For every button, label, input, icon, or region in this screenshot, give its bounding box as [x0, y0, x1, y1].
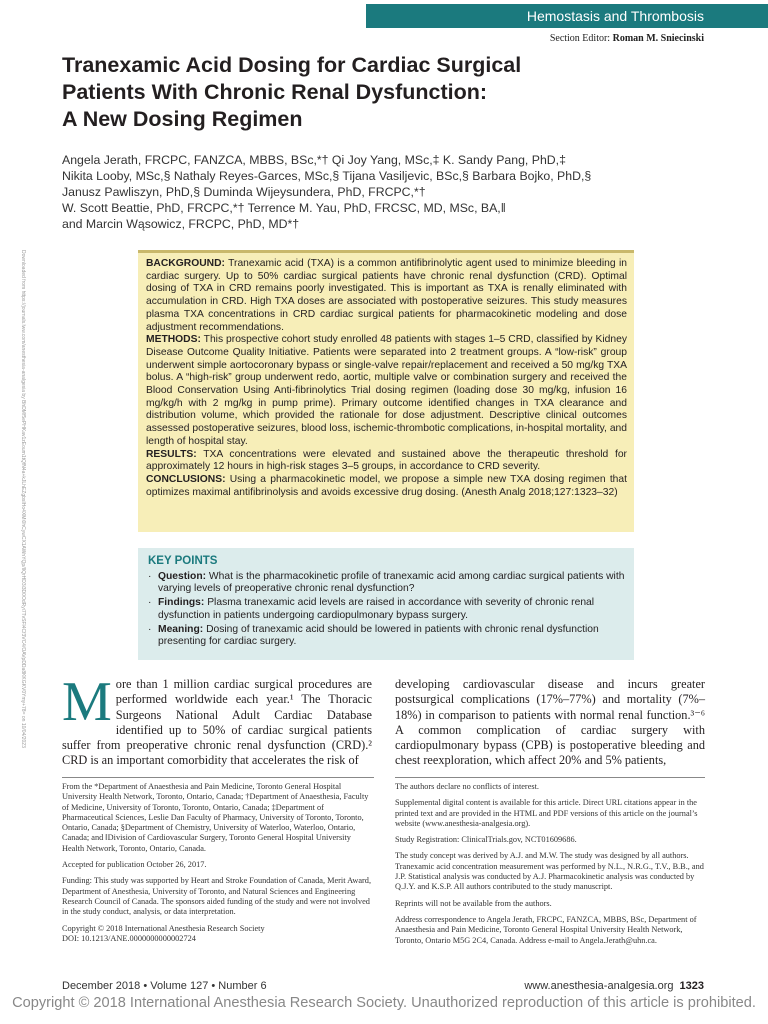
key-points-box — [138, 548, 634, 660]
title-line: Patients With Chronic Renal Dysfunction: — [62, 80, 488, 104]
doi-note: DOI: 10.1213/ANE.0000000000002724 — [62, 933, 196, 943]
key-point-item: · Meaning: Dosing of tranexamic acid should be lowered in patients with chronic renal dysfunction presenting for cardiac surgery. — [148, 623, 599, 648]
issue-info: December 2018 • Volume 127 • Number 6 — [62, 980, 267, 992]
abstract-conclusions-label: CONCLUSIONS: — [146, 473, 226, 485]
page-footer-right — [524, 980, 704, 992]
abstract-background-text: Tranexamic acid (TXA) is a common antifibrinolytic agent used to minimize bleeding in cardiac surgery. Up to 50% cardiac surgical patients have chronic renal dysfunction (CRD). Optimal dosing of TXA in CRD remains poorly investigated. This is important as TXA is renally eliminated with accumulation in CRD. High TXA doses are associated with postoperative seizures. This study measures plasma TXA concentrations in CRD cardiac surgical patients for pharmacokinetic modeling and dose adjustment recommendations. — [146, 258, 627, 333]
abstract-box — [138, 250, 634, 532]
conflicts-note: The authors declare no conflicts of interest. — [395, 782, 539, 791]
title-line: A New Dosing Regimen — [62, 107, 303, 131]
copyright-note: Copyright © 2018 International Anesthesia Research Society — [62, 923, 265, 933]
funding-note: Funding: This study was supported by Heart and Stroke Foundation of Canada, Merit Award, Department of Anesthesia, University of Toronto, and Natural Sciences and Engineering Research Council of Canada. The sponsors aided funding of the study and were not involved in the study conduct, analysis, or data interpretation. — [62, 876, 372, 917]
abstract-methods-text: This prospective cohort study enrolled 48 patients with stages 1–5 CRD, classified by Kidney Disease Outcome Quality Initiative. Patients were separated into 2 treatment groups. A “low-risk” group underwent simple aortocoronary bypass or single-valve repair/replacement and received a 50 mg/kg TXA bolus. A “high-risk” group underwent redo, aortic, multiple valve or combination surgery and received the Blood Conservation Using Anti-fibrinolytics Trial dosing regimen (loading dose 30 mg/kg, infusion 16 mg/kg/h with 2 mg/kg in pump prime). Primary outcome identified changes in TXA clearance and distribution volume, which provided the rationale for dose adjustment. Descriptive clinical outcomes assessed postoperative seizures, blood loss, ischemic-thrombotic complications, in-hospital mortality, and length of hospital stay. — [146, 334, 627, 447]
bullet-icon: · — [148, 570, 152, 582]
author-line: W. Scott Beattie, PhD, FRCPC,*† Terrence M. Yau, PhD, FRCSC, MD, MSc, BA,‖ — [62, 201, 506, 215]
bullet-icon: · — [148, 623, 152, 635]
section-banner — [366, 4, 768, 28]
accepted-note: Accepted for publication October 26, 2017. — [62, 860, 207, 870]
supplemental-note: Supplemental digital content is available for this article. Direct URL citations appear in the printed text and are provided in the HTML and PDF versions of this article on the journal’s website (www.anesthesia-analgesia.org). — [395, 798, 698, 828]
abstract-conclusions-text: Using a pharmacokinetic model, we propose a simple new TXA dosing regimen that optimizes maximal antifibrinolysis and avoids excessive drug dosing. (Anesth Analg 2018;127:1323–32) — [146, 473, 627, 498]
author-line: Nikita Looby, MSc,§ Nathaly Reyes-Garces, MSc,§ Tijana Vasiljevic, BSc,§ Barbara Bojko, PhD,§ — [62, 169, 592, 183]
section-editor-name: Roman M. Sniecinski — [612, 33, 704, 44]
contributions-note: The study concept was derived by A.J. and M.W. The study was designed by all authors. Tranexamic acid concentration measurement was performed by N.L., N.R.G., T.V., B.B., and J.P. Statistical analysis was conducted by A.J. Pharmacokinetic analysis was conducted by Q.J.Y. and K.S.P. All authors contributed to the study manuscript. — [395, 851, 704, 892]
bullet-icon: · — [148, 597, 152, 609]
page-number: 1323 — [679, 980, 704, 992]
affiliations-note: From the *Department of Anaesthesia and Pain Medicine, Toronto General Hospital University Health Network, Toronto, Ontario, Canada; †Department of Anaesthesia, Faculty of Medicine, University of Toronto, Toronto, Ontario, Canada; ‡Department of Pharmaceutical Sciences, Leslie Dan Faculty of Pharmacy, University of Toronto, Toronto, Ontario, Canada; §Department of Chemistry, University of Waterloo, Waterloo, Ontario, Canada; and ‖Division of Cardiovascular Surgery, Toronto General Hospital University Health Network, Toronto, Ontario, Canada. — [62, 782, 369, 853]
registration-note: Study Registration: ClinicalTrials.gov, NCT01609686. — [395, 835, 577, 845]
body-text-right: developing cardiovascular disease and incurs greater postsurgical complications (17%–77%) and mortality (7%–18%) in comparison to patients with normal renal function.³⁻⁶ A common complication of cardiac surgery with cardiopulmonary bypass (CPB) is postoperative bleeding and chest reexploration, which affect 20% and 5% patients, — [395, 677, 705, 768]
abstract-results-text: TXA concentrations were elevated and sustained above the therapeutic threshold for approximately 12 hours in high-risk stages 3–5 groups, in accordance to CRD severity. — [146, 448, 627, 473]
drop-cap: M — [62, 671, 112, 733]
download-sidebar: Downloaded from https://journals.lww.com/anesthesia-analgesia by BhDMf5ePHKav1zEoum1tQfN4a+kJLhEZgbsIHo4XMi0hCywCX1AWnYQp/IlQrHD3i3D0OdRyi7TvSFl4Cf3VC4/OAVpDDa8KKGKV0Ymy+78= on 10/04/2023 — [20, 250, 26, 748]
author-line: and Marcin Wąsowicz, FRCPC, PhD, MD*† — [62, 217, 300, 231]
key-points-title: KEY POINTS — [148, 555, 218, 567]
key-point-item: · Question: What is the pharmacokinetic profile of tranexamic acid among cardiac surgical patients with varying levels of preoperative chronic renal dysfunction? — [148, 570, 625, 595]
section-editor: Section Editor: Roman M. Sniecinski — [549, 33, 704, 44]
section-name: Hemostasis and Thrombosis — [526, 8, 704, 24]
author-line: Angela Jerath, FRCPC, FANZCA, MBBS, BSc,*† Qi Joy Yang, MSc,‡ K. Sandy Pang, PhD,‡ — [62, 153, 566, 167]
divider — [62, 777, 374, 778]
abstract-background-label: BACKGROUND: — [146, 258, 225, 269]
abstract-methods-label: METHODS: — [146, 334, 201, 346]
body-column-right — [395, 677, 705, 769]
abstract-results-label: RESULTS: — [146, 448, 197, 460]
key-point-item: · Findings: Plasma tranexamic acid levels are raised in accordance with severity of chronic renal dysfunction in patients undergoing cardiopulmonary bypass surgery. — [148, 597, 595, 621]
article-title — [62, 52, 622, 133]
title-line: Tranexamic Acid Dosing for Cardiac Surgical — [62, 53, 522, 77]
footnotes-left — [62, 777, 374, 950]
journal-website-link[interactable]: www.anesthesia-analgesia.org — [524, 980, 674, 992]
correspondence-note: Address correspondence to Angela Jerath, FRCPC, FANZCA, MBBS, BSc, Department of Anaesthesia and Pain Medicine, Toronto General Hospital University Health Network, Toronto, Ontario M5G 2C4, Canada. Address e-mail to Angela.Jerath@uhn.ca. — [395, 914, 697, 945]
divider — [395, 777, 705, 778]
footnotes-right — [395, 777, 705, 952]
author-list — [62, 152, 662, 232]
author-line: Janusz Pawliszyn, PhD,§ Duminda Wijeysundera, PhD, FRCPC,*† — [62, 185, 426, 199]
body-text-left: ore than 1 million cardiac surgical procedures are performed worldwide each year.¹ The Thoracic Surgeons National Adult Cardiac Database identified up to 50% of cardiac surgical patients suffer from preoperative chronic renal dysfunction (CRD).² CRD is an important comorbidity that accelerates the risk of — [62, 677, 372, 768]
body-column-left — [62, 671, 372, 769]
copyright-banner: Copyright © 2018 International Anesthesia Research Society. Unauthorized reproduction of this article is prohibited. — [12, 995, 756, 1011]
reprints-note: Reprints will not be available from the authors. — [395, 898, 552, 908]
